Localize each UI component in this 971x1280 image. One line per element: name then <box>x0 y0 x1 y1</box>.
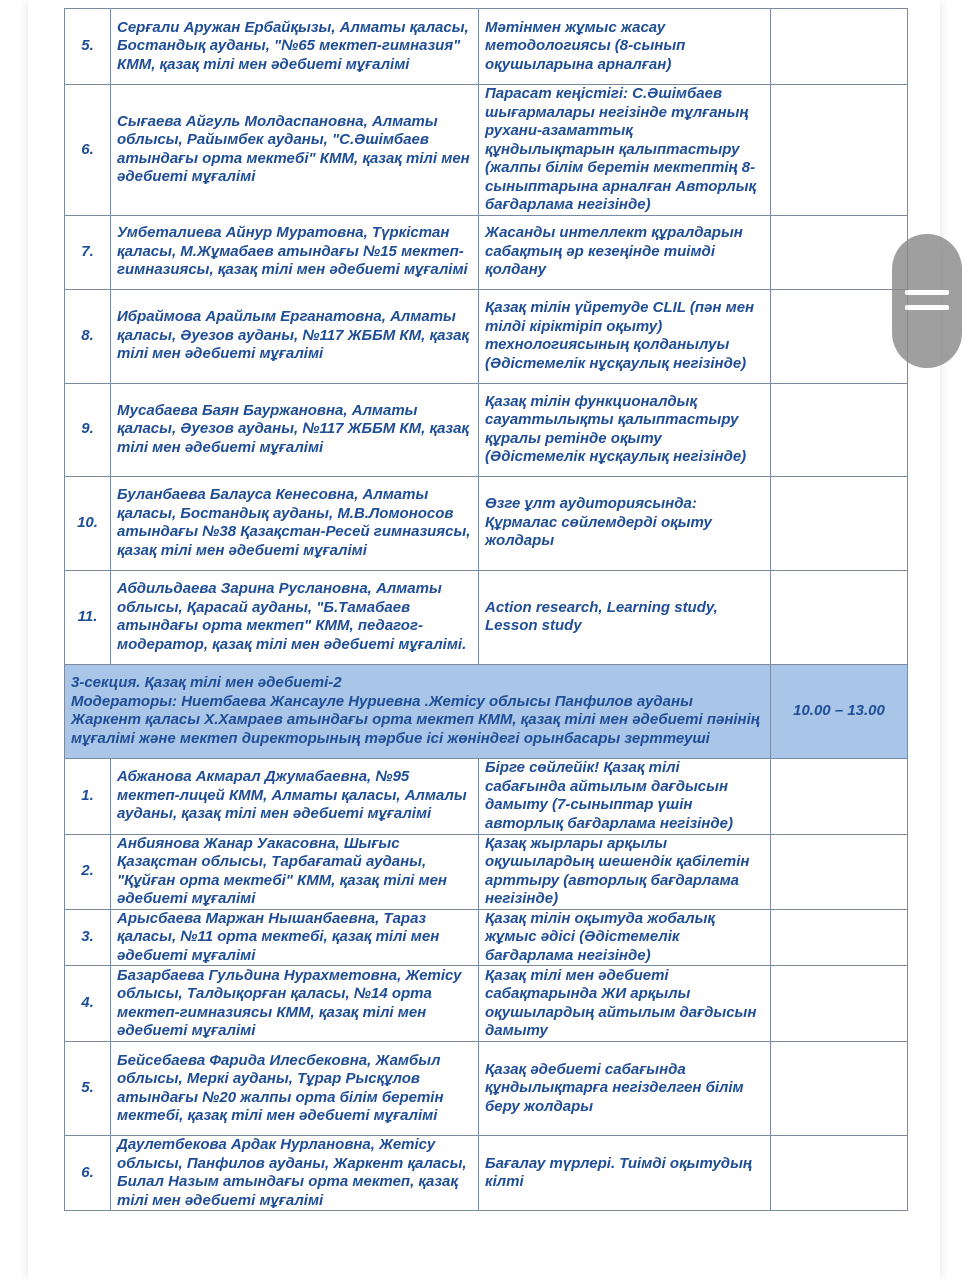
topic-cell: Қазақ тілін оқытуда жобалық жұмыс әдісі (Әдістемелік бағдарлама негізінде) <box>479 909 771 966</box>
row-number: 9. <box>65 383 111 476</box>
section-time: 10.00 – 13.00 <box>771 664 908 758</box>
row-number: 5. <box>65 9 111 85</box>
topic-cell: Мәтінмен жұмыс жасау методологиясы (8-сынып оқушыларына арналған) <box>479 9 771 85</box>
participant-cell: Серғали Аружан Ербайқызы, Алматы қаласы, Бостандық ауданы, "№65 мектеп-гимназия" КММ, қазақ тілі мен әдебиеті мұғалімі <box>111 9 479 85</box>
time-cell <box>771 289 908 383</box>
table-row <box>65 1136 908 1211</box>
row-number: 10. <box>65 476 111 570</box>
participant-cell: Базарбаева Гульдина Нурахметовна, Жетісу облысы, Талдықорған қаласы, №14 орта мектеп-гимназиясы КММ, қазақ тілі мен әдебиеті мұғалімі <box>111 966 479 1042</box>
table-row <box>65 476 908 570</box>
table-row <box>65 834 908 909</box>
section-title: 3-секция. Қазақ тілі мен әдебиеті-2 <box>71 674 342 691</box>
table-row <box>65 9 908 85</box>
handle-line <box>905 290 949 295</box>
topic-cell: Қазақ әдебиеті сабағында құндылықтарға негізделген білім беру жолдары <box>479 1042 771 1136</box>
table-row <box>65 909 908 966</box>
time-cell <box>771 1042 908 1136</box>
topic-cell: Бірге сөйлейік! Қазақ тілі сабағында айтылым дағдысын дамыту (7-сыныптар үшін авторлық бағдарлама негізінде) <box>479 758 771 834</box>
time-cell <box>771 476 908 570</box>
section-header-row <box>65 664 908 758</box>
participant-cell: Арысбаева Маржан Нышанбаевна, Тараз қаласы, №11 орта мектебі, қазақ тілі мен әдебиеті мұғалімі <box>111 909 479 966</box>
topic-cell: Бағалау түрлері. Тиімді оқытудың кілті <box>479 1136 771 1211</box>
table-row <box>65 1042 908 1136</box>
time-cell <box>771 570 908 664</box>
table-row <box>65 289 908 383</box>
participant-cell: Буланбаева Балауса Кенесовна, Алматы қаласы, Бостандық ауданы, М.В.Ломоносов атындағы №38 Қазақстан-Ресей гимназиясы, қазақ тілі мен әдебиеті мұғалімі <box>111 476 479 570</box>
topic-cell: Қазақ жырлары арқылы оқушылардың шешендік қабілетін арттыру (авторлық бағдарлама негізінде) <box>479 834 771 909</box>
topic-cell: Жасанды интеллект құралдарын сабақтың әр кезеңінде тиімді қолдану <box>479 215 771 289</box>
schedule-table <box>64 8 908 1211</box>
table-row <box>65 758 908 834</box>
time-cell <box>771 383 908 476</box>
participant-cell: Мусабаева Баян Бауржановна, Алматы қаласы, Әуезов ауданы, №117 ЖББМ КМ, қазақ тілі мен әдебиеті мұғалімі <box>111 383 479 476</box>
topic-cell: Қазақ тілін үйретуде CLIL (пән мен тілді кіріктіріп оқыту) технологиясының қолданылуы (Әдістемелік нұсқаулық негізінде) <box>479 289 771 383</box>
time-cell <box>771 834 908 909</box>
participant-cell: Бейсебаева Фарида Илесбековна, Жамбыл облысы, Меркі ауданы, Тұрар Рысқұлов атындағы №20 жалпы орта білім беретін мектебі, қазақ тілі мен әдебиеті мұғалімі <box>111 1042 479 1136</box>
topic-cell: Қазақ тілін функционалдық сауаттылықты қалыптастыру құралы ретінде оқыту (Әдістемелік нұсқаулық негізінде) <box>479 383 771 476</box>
participant-cell: Умбеталиева Айнур Муратовна, Түркістан қаласы, М.Жұмабаев атындағы №15 мектеп-гимназиясы, қазақ тілі мен әдебиеті мұғалімі <box>111 215 479 289</box>
section-moderators: Модераторы: Ниетбаева Жансауле Нуриевна .Жетісу облысы Панфилов ауданы Жаркент қаласы Х.Хамраев атындағы орта мектеп КММ, қазақ тілі мен әдебиеті пәнінің мұғалімі және мектеп директорының тәрбие ісі жөніндегі орынбасары зерттеуші <box>71 692 760 747</box>
participant-cell: Даулетбекова Ардак Нурлановна, Жетісу облысы, Панфилов ауданы, Жаркент қаласы, Билал Назым атындағы орта мектеп, қазақ тілі мен әдебиеті мұғалімі <box>111 1136 479 1211</box>
table-row <box>65 85 908 216</box>
row-number: 6. <box>65 85 111 216</box>
row-number: 4. <box>65 966 111 1042</box>
participant-cell: Ибраймова Арайлым Ерганатовна, Алматы қаласы, Әуезов ауданы, №117 ЖББМ КМ, қазақ тілі мен әдебиеті мұғалімі <box>111 289 479 383</box>
handle-line <box>905 305 949 310</box>
time-cell <box>771 909 908 966</box>
participant-cell: Абдильдаева Зарина Руслановна, Алматы облысы, Қарасай ауданы, "Б.Тамабаев атындағы орта мектеп" КММ, педагог-модератор, қазақ тілі мен әдебиеті мұғалімі. <box>111 570 479 664</box>
table-row <box>65 570 908 664</box>
participant-cell: Сығаева Айгуль Молдаспановна, Алматы облысы, Райымбек ауданы, "С.Әшімбаев атындағы орта мектебі" КММ, қазақ тілі мен әдебиеті мұғалімі <box>111 85 479 216</box>
time-cell <box>771 9 908 85</box>
table-row <box>65 383 908 476</box>
row-number: 1. <box>65 758 111 834</box>
table-row <box>65 215 908 289</box>
participant-cell: Абжанова Акмарал Джумабаевна, №95 мектеп-лицей КММ, Алматы қаласы, Алмалы ауданы, қазақ тілі мен әдебиеті мұғалімі <box>111 758 479 834</box>
section-title-cell <box>65 664 771 758</box>
time-cell <box>771 758 908 834</box>
topic-cell: Action research, Learning study, Lesson study <box>479 570 771 664</box>
row-number: 11. <box>65 570 111 664</box>
drag-handle-icon[interactable] <box>892 234 962 368</box>
participant-cell: Анбиянова Жанар Уакасовна, Шығыс Қазақстан облысы, Тарбағатай ауданы, "Құйған орта мектебі" КММ, қазақ тілі мен әдебиеті мұғалімі <box>111 834 479 909</box>
row-number: 2. <box>65 834 111 909</box>
row-number: 5. <box>65 1042 111 1136</box>
row-number: 8. <box>65 289 111 383</box>
topic-cell: Қазақ тілі мен әдебиеті сабақтарында ЖИ арқылы оқушылардың айтылым дағдысын дамыту <box>479 966 771 1042</box>
time-cell <box>771 1136 908 1211</box>
row-number: 7. <box>65 215 111 289</box>
row-number: 3. <box>65 909 111 966</box>
row-number: 6. <box>65 1136 111 1211</box>
topic-cell: Парасат кеңістігі: С.Әшімбаев шығармалары негізінде тұлғаның рухани-азаматтық құндылықтарын қалыптастыру (жалпы білім беретін мектептің 8-сыныптарына арналған Авторлық бағдарлама негізінде) <box>479 85 771 216</box>
time-cell <box>771 85 908 216</box>
time-cell <box>771 966 908 1042</box>
table-row <box>65 966 908 1042</box>
time-cell <box>771 215 908 289</box>
topic-cell: Өзге ұлт аудиториясында: Құрмалас сөйлемдерді оқыту жолдары <box>479 476 771 570</box>
